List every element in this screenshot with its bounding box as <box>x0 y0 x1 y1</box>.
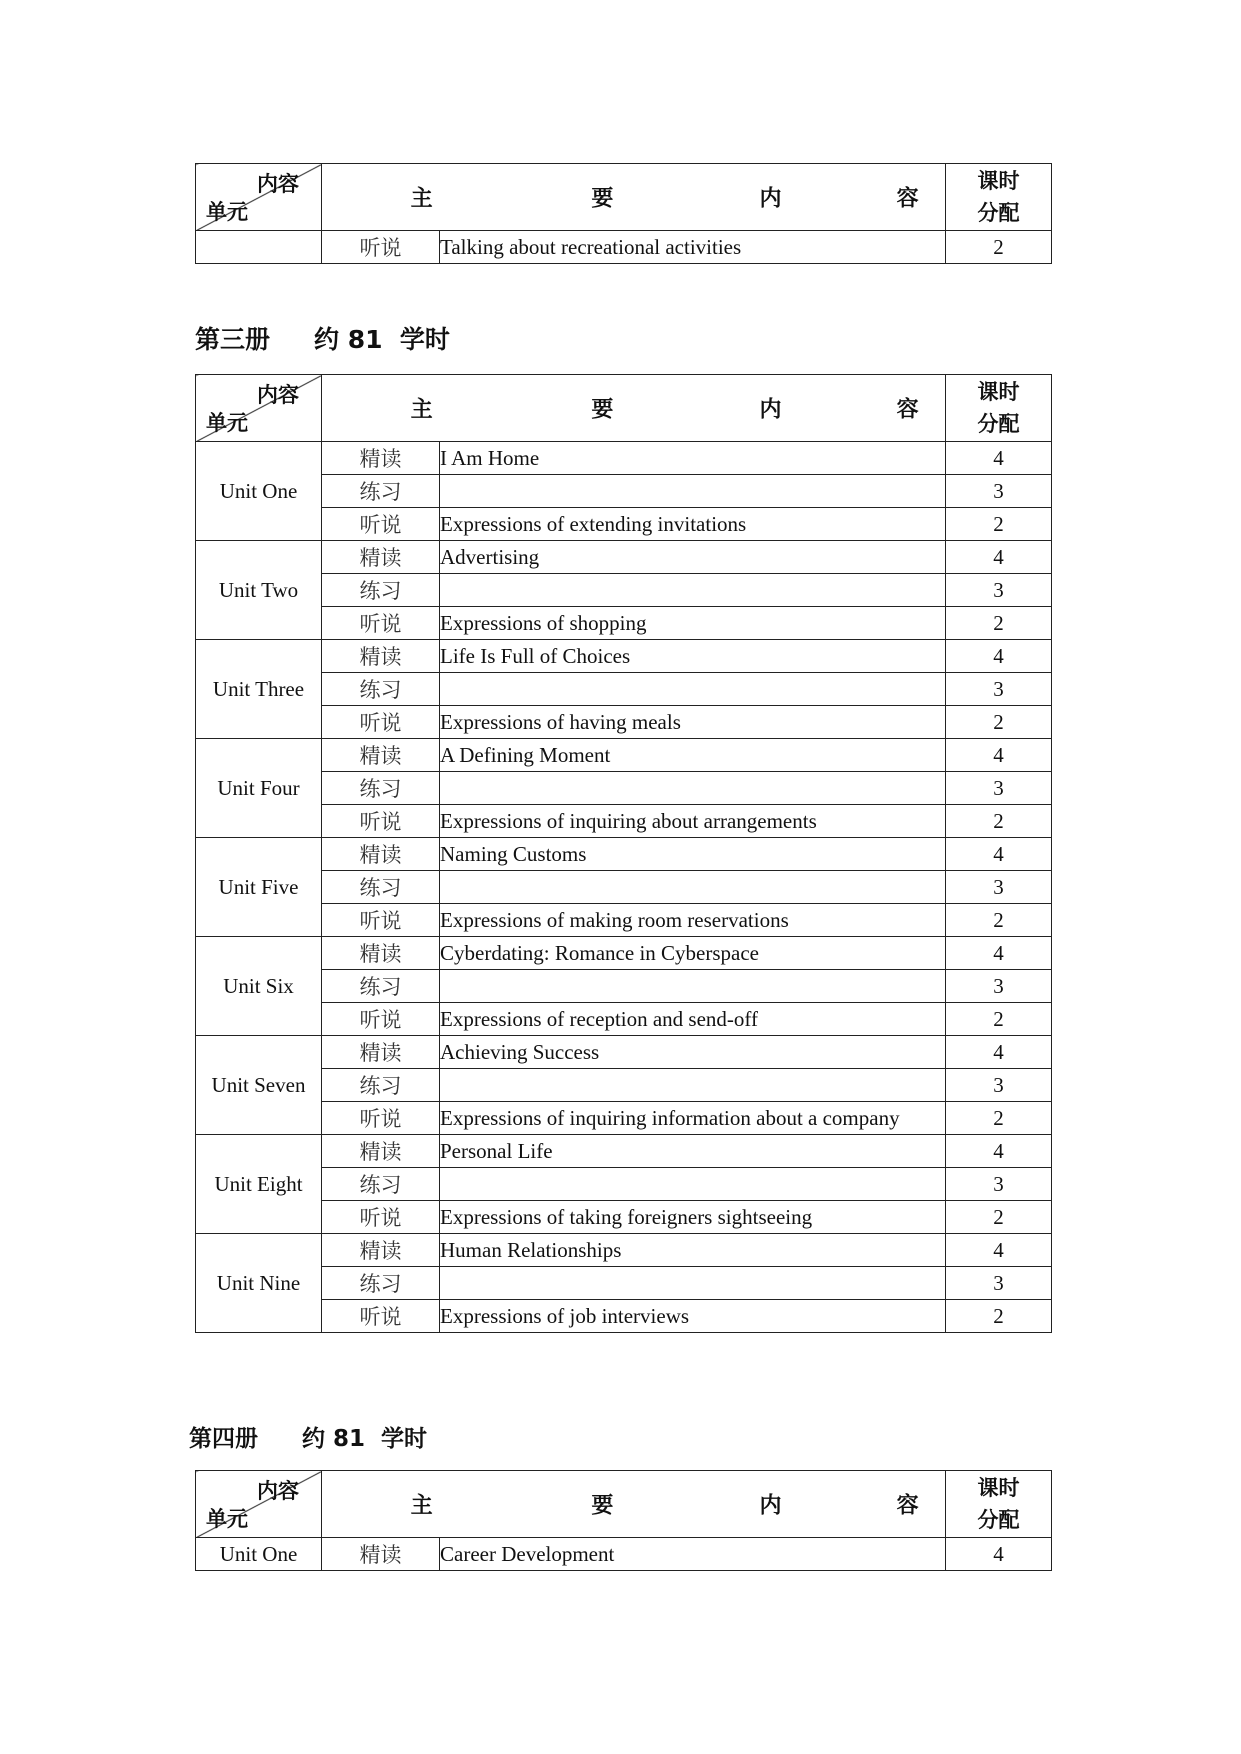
lesson-content-cell: Talking about recreational activities <box>440 231 946 264</box>
table-row <box>196 706 1052 739</box>
table-row <box>196 1036 1052 1069</box>
lesson-hours-cell: 4 <box>946 1036 1052 1069</box>
table-row <box>196 1538 1052 1571</box>
table-row <box>196 1135 1052 1168</box>
diagonal-header-cell <box>196 375 322 442</box>
lesson-hours-cell: 2 <box>946 1201 1052 1234</box>
table-row <box>196 508 1052 541</box>
header-char: 内 <box>759 186 782 212</box>
lesson-content-cell: Personal Life <box>440 1135 946 1168</box>
hours-header-line2: 分配 <box>977 201 1020 225</box>
syllabus-table-book3 <box>195 374 1052 1333</box>
main-content-header <box>322 375 946 442</box>
section-heading-book3 <box>195 320 450 356</box>
table-header-row <box>196 164 1052 231</box>
lesson-type-cell: 精读 <box>322 442 440 475</box>
lesson-content-cell: Expressions of job interviews <box>440 1300 946 1333</box>
lesson-type-cell: 精读 <box>322 1135 440 1168</box>
lesson-content-cell: Expressions of inquiring about arrangements <box>440 805 946 838</box>
lesson-type-cell: 练习 <box>322 475 440 508</box>
lesson-type-cell: 练习 <box>322 673 440 706</box>
header-char: 容 <box>896 397 919 423</box>
lesson-type-cell: 练习 <box>322 1168 440 1201</box>
lesson-content-cell: Expressions of shopping <box>440 607 946 640</box>
lesson-content-cell: Expressions of having meals <box>440 706 946 739</box>
lesson-type-cell: 听说 <box>322 1300 440 1333</box>
table-row <box>196 574 1052 607</box>
lesson-type-cell: 听说 <box>322 508 440 541</box>
lesson-type-cell: 听说 <box>322 706 440 739</box>
lesson-content-cell: Human Relationships <box>440 1234 946 1267</box>
lesson-type-cell: 听说 <box>322 607 440 640</box>
lesson-hours-cell: 2 <box>946 231 1052 264</box>
lesson-hours-cell: 4 <box>946 640 1052 673</box>
lesson-hours-cell: 4 <box>946 1234 1052 1267</box>
lesson-hours-cell: 3 <box>946 772 1052 805</box>
lesson-content-cell: I Am Home <box>440 442 946 475</box>
lesson-hours-cell: 4 <box>946 739 1052 772</box>
table-header-row <box>196 375 1052 442</box>
lesson-hours-cell: 4 <box>946 1135 1052 1168</box>
header-char: 要 <box>591 1493 614 1519</box>
lesson-type-cell: 练习 <box>322 1069 440 1102</box>
lesson-hours-cell: 3 <box>946 673 1052 706</box>
table-row <box>196 607 1052 640</box>
lesson-hours-cell: 3 <box>946 1267 1052 1300</box>
lesson-content-cell: Expressions of inquiring information about a company <box>440 1102 946 1135</box>
unit-name-cell: Unit One <box>196 442 322 541</box>
lesson-hours-cell: 2 <box>946 805 1052 838</box>
main-content-header <box>322 164 946 231</box>
header-unit-label: 单元 <box>206 411 248 435</box>
header-char: 内 <box>759 397 782 423</box>
unit-name-cell: Unit Three <box>196 640 322 739</box>
header-char: 容 <box>896 186 919 212</box>
table-body-book4 <box>196 1471 1052 1571</box>
header-content-label: 内容 <box>257 172 299 196</box>
lesson-hours-cell: 2 <box>946 1300 1052 1333</box>
header-content-label: 内容 <box>257 383 299 407</box>
lesson-hours-cell: 3 <box>946 1069 1052 1102</box>
hours-header <box>946 1471 1052 1538</box>
lesson-hours-cell: 2 <box>946 904 1052 937</box>
unit-name-cell: Unit Two <box>196 541 322 640</box>
unit-name-cell: Unit Eight <box>196 1135 322 1234</box>
section-heading-book4 <box>189 1420 427 1453</box>
table-row <box>196 871 1052 904</box>
lesson-type-cell: 听说 <box>322 904 440 937</box>
table-row <box>196 1201 1052 1234</box>
table-header-row <box>196 1471 1052 1538</box>
table-body-book3 <box>196 375 1052 1333</box>
section-title: 第四册 <box>189 1426 258 1452</box>
header-char: 容 <box>896 1493 919 1519</box>
lesson-hours-cell: 4 <box>946 838 1052 871</box>
lesson-type-cell: 精读 <box>322 1234 440 1267</box>
lesson-content-cell <box>440 1069 946 1102</box>
lesson-hours-cell: 2 <box>946 1003 1052 1036</box>
lesson-content-cell: Career Development <box>440 1538 946 1571</box>
table-row <box>196 937 1052 970</box>
hours-header-line1: 课时 <box>977 169 1020 193</box>
lesson-content-cell <box>440 772 946 805</box>
lesson-type-cell: 精读 <box>322 937 440 970</box>
lesson-hours-cell: 3 <box>946 574 1052 607</box>
header-char: 主 <box>410 1493 433 1519</box>
lesson-content-cell: Achieving Success <box>440 1036 946 1069</box>
unit-name-cell: Unit Six <box>196 937 322 1036</box>
lesson-type-cell: 听说 <box>322 1003 440 1036</box>
unit-name-cell: Unit One <box>196 1538 322 1571</box>
lesson-type-cell: 听说 <box>322 231 440 264</box>
lesson-content-cell: A Defining Moment <box>440 739 946 772</box>
table-body-top <box>196 164 1052 264</box>
section-title: 第三册 <box>195 325 271 354</box>
lesson-hours-cell: 2 <box>946 1102 1052 1135</box>
table-row <box>196 805 1052 838</box>
header-char: 要 <box>591 186 614 212</box>
main-content-header <box>322 1471 946 1538</box>
section-hours: 约 81 学时 <box>302 1426 428 1452</box>
lesson-type-cell: 精读 <box>322 1538 440 1571</box>
syllabus-table-book4 <box>195 1470 1052 1571</box>
lesson-content-cell <box>440 871 946 904</box>
unit-name-cell: Unit Nine <box>196 1234 322 1333</box>
lesson-content-cell: Expressions of reception and send-off <box>440 1003 946 1036</box>
table-row <box>196 970 1052 1003</box>
lesson-type-cell: 听说 <box>322 805 440 838</box>
diagonal-header-cell <box>196 1471 322 1538</box>
table-row <box>196 739 1052 772</box>
lesson-content-cell <box>440 673 946 706</box>
table-row <box>196 1267 1052 1300</box>
table-row <box>196 838 1052 871</box>
lesson-type-cell: 精读 <box>322 1036 440 1069</box>
lesson-type-cell: 听说 <box>322 1102 440 1135</box>
header-char: 要 <box>591 397 614 423</box>
lesson-type-cell: 练习 <box>322 871 440 904</box>
table-row <box>196 1168 1052 1201</box>
lesson-hours-cell: 3 <box>946 1168 1052 1201</box>
lesson-content-cell: Expressions of taking foreigners sightseeing <box>440 1201 946 1234</box>
lesson-hours-cell: 2 <box>946 607 1052 640</box>
lesson-type-cell: 精读 <box>322 640 440 673</box>
hours-header-line2: 分配 <box>977 412 1020 436</box>
lesson-content-cell <box>440 475 946 508</box>
table-row <box>196 1102 1052 1135</box>
lesson-content-cell <box>440 1168 946 1201</box>
lesson-type-cell: 练习 <box>322 772 440 805</box>
table-row <box>196 904 1052 937</box>
table-row <box>196 1003 1052 1036</box>
hours-header-line2: 分配 <box>977 1508 1020 1532</box>
hours-header-line1: 课时 <box>977 380 1020 404</box>
lesson-hours-cell: 2 <box>946 706 1052 739</box>
unit-name-cell: Unit Seven <box>196 1036 322 1135</box>
lesson-hours-cell: 3 <box>946 475 1052 508</box>
lesson-content-cell: Expressions of extending invitations <box>440 508 946 541</box>
lesson-content-cell: Life Is Full of Choices <box>440 640 946 673</box>
table-row <box>196 231 1052 264</box>
lesson-hours-cell: 4 <box>946 541 1052 574</box>
header-char: 主 <box>410 186 433 212</box>
lesson-content-cell <box>440 574 946 607</box>
header-unit-label: 单元 <box>206 200 248 224</box>
lesson-type-cell: 练习 <box>322 1267 440 1300</box>
unit-name-cell: Unit Four <box>196 739 322 838</box>
lesson-hours-cell: 4 <box>946 1538 1052 1571</box>
header-char: 主 <box>410 397 433 423</box>
lesson-content-cell: Expressions of making room reservations <box>440 904 946 937</box>
lesson-type-cell: 精读 <box>322 739 440 772</box>
lesson-type-cell: 听说 <box>322 1201 440 1234</box>
header-char: 内 <box>759 1493 782 1519</box>
table-row <box>196 1234 1052 1267</box>
lesson-content-cell: Cyberdating: Romance in Cyberspace <box>440 937 946 970</box>
lesson-hours-cell: 2 <box>946 508 1052 541</box>
lesson-type-cell: 精读 <box>322 838 440 871</box>
table-row <box>196 772 1052 805</box>
lesson-content-cell: Naming Customs <box>440 838 946 871</box>
table-row <box>196 1300 1052 1333</box>
lesson-type-cell: 精读 <box>322 541 440 574</box>
lesson-hours-cell: 3 <box>946 871 1052 904</box>
lesson-type-cell: 练习 <box>322 574 440 607</box>
hours-header-line1: 课时 <box>977 1476 1020 1500</box>
lesson-hours-cell: 3 <box>946 970 1052 1003</box>
lesson-hours-cell: 4 <box>946 937 1052 970</box>
header-unit-label: 单元 <box>206 1507 248 1531</box>
diagonal-header-cell <box>196 164 322 231</box>
table-row <box>196 1069 1052 1102</box>
table-row <box>196 541 1052 574</box>
lesson-content-cell <box>440 970 946 1003</box>
header-content-label: 内容 <box>257 1479 299 1503</box>
section-hours: 约 81 学时 <box>314 325 450 354</box>
hours-header <box>946 375 1052 442</box>
lesson-content-cell <box>440 1267 946 1300</box>
table-row <box>196 640 1052 673</box>
lesson-content-cell: Advertising <box>440 541 946 574</box>
unit-name-cell: Unit Five <box>196 838 322 937</box>
table-row <box>196 673 1052 706</box>
table-row <box>196 442 1052 475</box>
lesson-hours-cell: 4 <box>946 442 1052 475</box>
hours-header <box>946 164 1052 231</box>
unit-cell <box>196 231 322 264</box>
table-row <box>196 475 1052 508</box>
syllabus-table-continued <box>195 163 1052 264</box>
lesson-type-cell: 练习 <box>322 970 440 1003</box>
